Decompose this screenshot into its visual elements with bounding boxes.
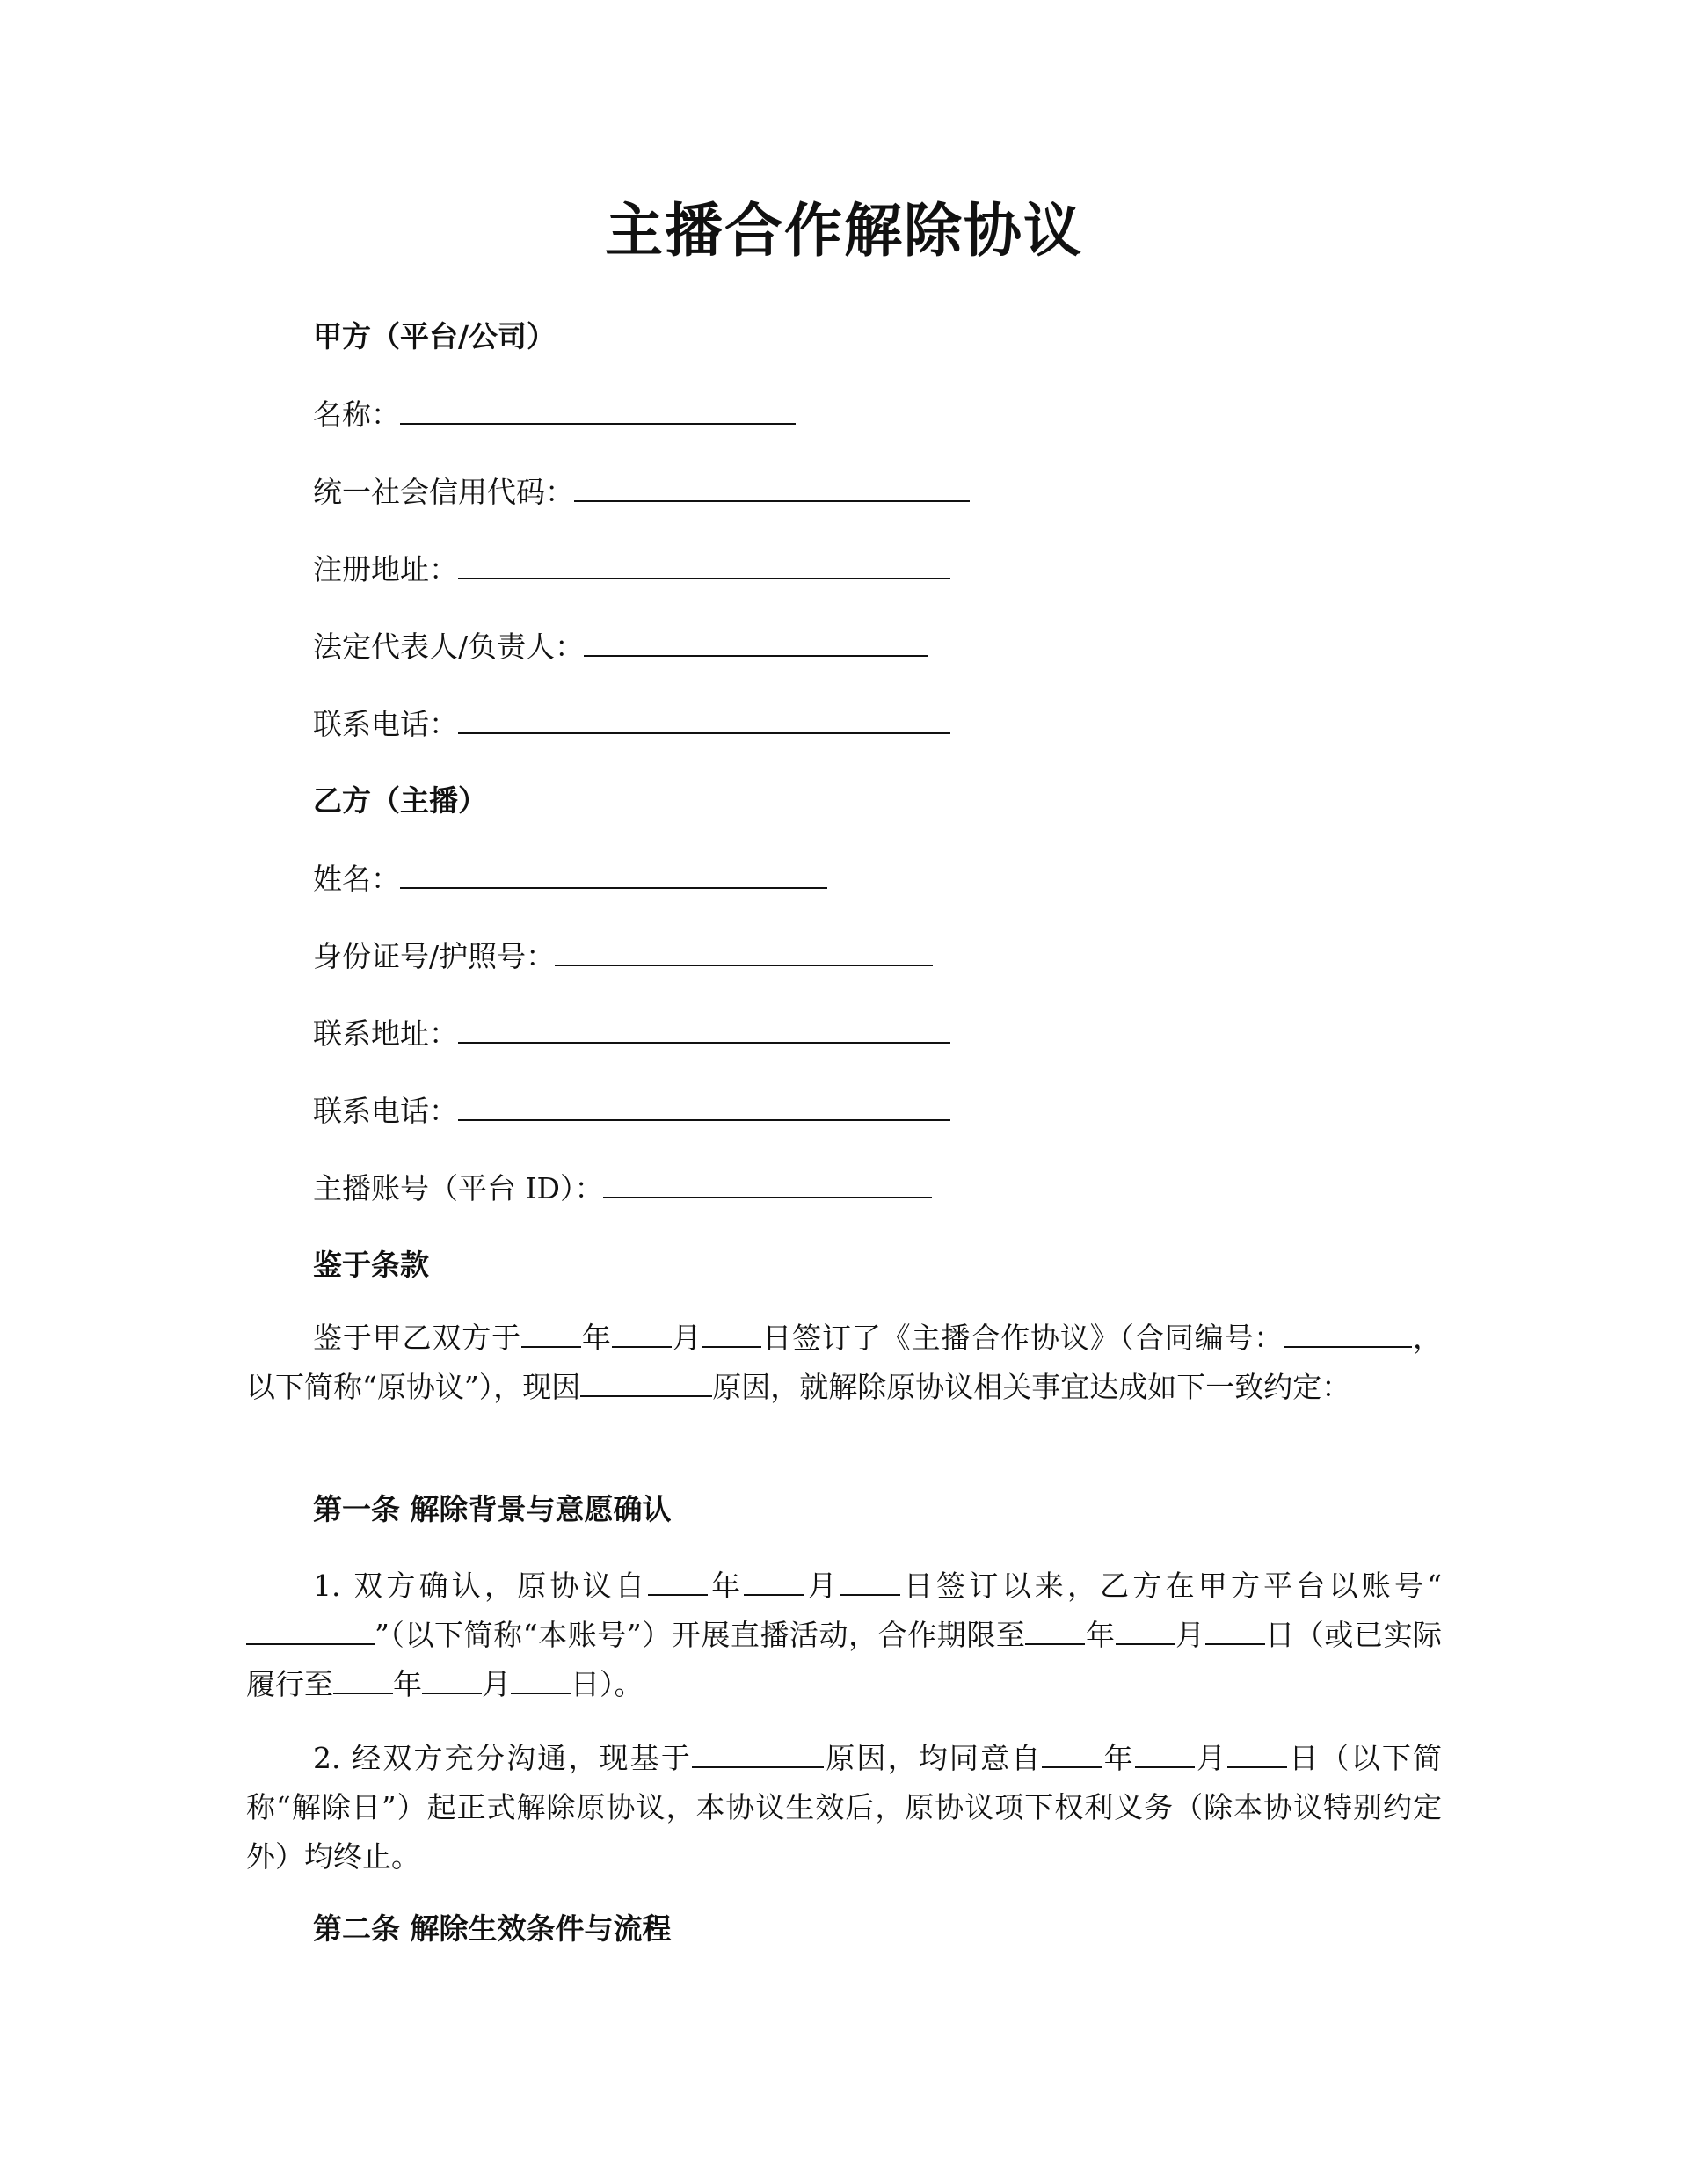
party-a-representative-label: 法定代表人/负责人： <box>313 630 585 664</box>
party-b-phone-blank[interactable] <box>458 1089 950 1121</box>
party-b-heading: 乙方（主播） <box>313 783 487 818</box>
recitals-heading: 鉴于条款 <box>313 1248 429 1282</box>
party-a-phone-row <box>313 703 950 746</box>
recitals-text-2: 日签订了《主播合作协议》（合同编号： <box>761 1321 1284 1355</box>
a1p2-text-2: 原因，均同意自 <box>824 1741 1043 1775</box>
contract-number-blank[interactable] <box>1284 1320 1412 1348</box>
party-b-account-label: 主播账号（平台 ID）： <box>313 1171 604 1205</box>
party-a-representative-row <box>313 625 928 668</box>
party-b-id-blank[interactable] <box>555 935 933 966</box>
actual-end-month-blank[interactable] <box>422 1666 482 1694</box>
recitals-text-4: 原因，就解除原协议相关事宜达成如下一致约定： <box>712 1370 1351 1404</box>
year-unit: 年 <box>1085 1618 1116 1652</box>
a1p2-text-3: 日（以下简称“解除日”）起正式解除原协议，本协议生效后，原协议项下权利义务（除本协议特别约定外）均终止。 <box>246 1741 1443 1874</box>
article-1-paragraph-1 <box>246 1562 1442 1709</box>
term-end-year-blank[interactable] <box>1025 1617 1085 1645</box>
party-a-phone-blank[interactable] <box>458 703 950 734</box>
article-1-heading: 第一条 解除背景与意愿确认 <box>313 1492 672 1526</box>
a1p1-text-1: 1. 双方确认，原协议自 <box>313 1569 648 1603</box>
party-a-address-row <box>313 548 950 591</box>
party-a-credit-code-blank[interactable] <box>574 470 970 502</box>
party-b-address-row <box>313 1012 950 1055</box>
a1p1-month-blank[interactable] <box>744 1568 804 1596</box>
a1p1-day-blank[interactable] <box>840 1568 900 1596</box>
a1p1-year-blank[interactable] <box>648 1568 708 1596</box>
a1p1-text-2: 日签订以来，乙方在甲方平台以账号“ <box>899 1569 1443 1603</box>
year-unit: 年 <box>707 1569 745 1603</box>
month-unit: 月 <box>671 1321 702 1355</box>
party-b-id-row <box>313 935 933 978</box>
party-a-name-label: 名称： <box>313 397 400 432</box>
month-unit: 月 <box>804 1569 840 1603</box>
party-b-account-blank[interactable] <box>603 1167 932 1198</box>
termination-reason-blank[interactable] <box>580 1369 712 1397</box>
party-b-name-blank[interactable] <box>400 857 827 889</box>
party-b-phone-row <box>313 1089 950 1132</box>
year-unit: 年 <box>1102 1741 1135 1775</box>
party-b-id-label: 身份证号/护照号： <box>313 939 556 973</box>
recitals-text-1: 鉴于甲乙双方于 <box>313 1321 521 1355</box>
recitals-paragraph <box>246 1314 1442 1412</box>
party-b-address-label: 联系地址： <box>313 1016 458 1051</box>
party-b-name-row <box>313 857 827 900</box>
actual-end-day-blank[interactable] <box>511 1666 571 1694</box>
party-b-address-blank[interactable] <box>458 1012 950 1044</box>
document-title: 主播合作解除协议 <box>605 197 1083 265</box>
article-2-heading: 第二条 解除生效条件与流程 <box>313 1911 672 1946</box>
a1p2-text-1: 2. 经双方充分沟通，现基于 <box>313 1741 693 1775</box>
party-b-phone-label: 联系电话： <box>313 1094 458 1128</box>
agreed-reason-blank[interactable] <box>692 1740 824 1768</box>
a1p1-text-3: ”（以下简称“本账号”）开展直播活动，合作期限至 <box>375 1618 1026 1652</box>
party-a-address-blank[interactable] <box>458 548 950 579</box>
party-b-account-row <box>313 1167 932 1210</box>
party-a-name-blank[interactable] <box>400 393 796 425</box>
month-unit: 月 <box>1175 1618 1205 1652</box>
party-a-address-label: 注册地址： <box>313 552 458 586</box>
party-b-name-label: 姓名： <box>313 862 400 896</box>
year-unit: 年 <box>393 1667 422 1701</box>
party-a-representative-blank[interactable] <box>584 625 928 657</box>
signing-day-blank[interactable] <box>702 1320 761 1348</box>
party-a-phone-label: 联系电话： <box>313 707 458 741</box>
party-a-credit-code-label: 统一社会信用代码： <box>313 475 574 509</box>
termination-year-blank[interactable] <box>1042 1740 1102 1768</box>
termination-month-blank[interactable] <box>1135 1740 1195 1768</box>
account-name-blank[interactable] <box>246 1617 375 1645</box>
termination-day-blank[interactable] <box>1227 1740 1287 1768</box>
term-end-day-blank[interactable] <box>1205 1617 1265 1645</box>
signing-year-blank[interactable] <box>521 1320 581 1348</box>
a1p1-text-5: 日）。 <box>571 1667 644 1701</box>
year-unit: 年 <box>580 1321 612 1355</box>
month-unit: 月 <box>1194 1741 1228 1775</box>
party-a-name-row <box>313 393 796 436</box>
party-a-heading: 甲方（平台/公司） <box>313 319 557 353</box>
article-1-paragraph-2 <box>246 1734 1442 1882</box>
a1p1-text-4: 日（或已实际履行至 <box>246 1618 1443 1701</box>
term-end-month-blank[interactable] <box>1116 1617 1175 1645</box>
month-unit: 月 <box>482 1667 511 1701</box>
actual-end-year-blank[interactable] <box>333 1666 393 1694</box>
signing-month-blank[interactable] <box>612 1320 672 1348</box>
recitals-text-3: ，以下简称“原协议”），现因 <box>246 1321 1443 1404</box>
party-a-credit-code-row <box>313 470 970 513</box>
